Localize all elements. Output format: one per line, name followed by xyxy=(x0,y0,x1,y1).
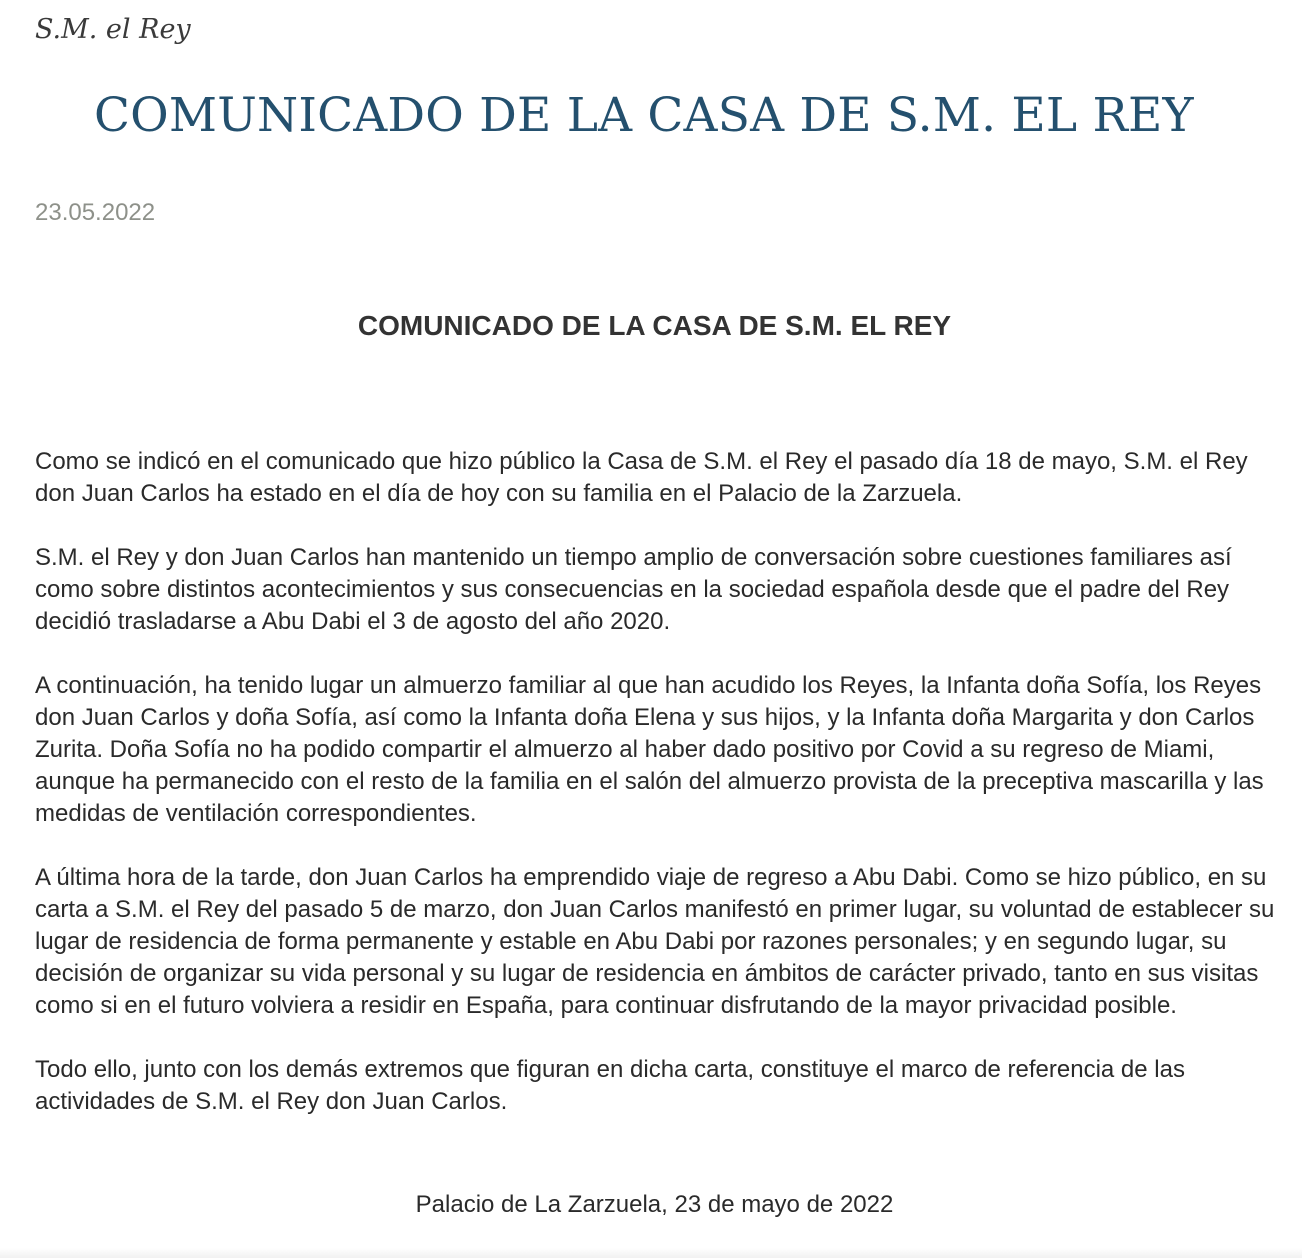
bottom-divider xyxy=(0,1248,1302,1258)
publication-date: 23.05.2022 xyxy=(35,199,156,226)
paragraph: Todo ello, junto con los demás extremos que figuran en dicha carta, constituye el marco de referencia de las actividades de S.M. el Rey don Juan Carlos. xyxy=(35,1056,1185,1115)
document-heading: COMUNICADO DE LA CASA DE S.M. EL REY xyxy=(357,310,952,341)
document-signature: Palacio de La Zarzuela, 23 de mayo de 2022 xyxy=(415,1191,894,1218)
paragraph: Como se indicó en el comunicado que hizo público la Casa de S.M. el Rey el pasado día 18 de mayo, S.M. el Rey don Juan Carlos ha estado en el día de hoy con su familia en el Palacio de la Zarzuela. xyxy=(35,448,1248,507)
document-body xyxy=(35,446,1285,1150)
page-title: COMUNICADO DE LA CASA DE S.M. EL REY xyxy=(94,88,1194,143)
section-label[interactable]: S.M. el Rey xyxy=(35,14,191,45)
paragraph: A última hora de la tarde, don Juan Carlos ha emprendido viaje de regreso a Abu Dabi. Como se hizo público, en su carta a S.M. el Rey del pasado 5 de marzo, don Juan Carlos manifestó en primer lugar, su voluntad de establecer su lugar de residencia de forma permanente y estable en Abu Dabi por razones personales; y en segundo lugar, su decisión de organizar su vida personal y su lugar de residencia en ámbitos de carácter privado, tanto en sus visitas como si en el futuro volviera a residir en España, para continuar disfrutando de la mayor privacidad posible. xyxy=(35,864,1275,1019)
paragraph: S.M. el Rey y don Juan Carlos han mantenido un tiempo amplio de conversación sobre cuestiones familiares así como sobre distintos acontecimientos y sus consecuencias en la sociedad española desde que el padre del Rey decidió trasladarse a Abu Dabi el 3 de agosto del año 2020. xyxy=(35,544,1232,635)
paragraph: A continuación, ha tenido lugar un almuerzo familiar al que han acudido los Reyes, la Infanta doña Sofía, los Reyes don Juan Carlos y doña Sofía, así como la Infanta doña Elena y sus hijos, y la Infanta doña Margarita y don Carlos Zurita. Doña Sofía no ha podido compartir el almuerzo al haber dado positivo por Covid a su regreso de Miami, aunque ha permanecido con el resto de la familia en el salón del almuerzo provista de la preceptiva mascarilla y las medidas de ventilación correspondientes. xyxy=(35,672,1264,827)
